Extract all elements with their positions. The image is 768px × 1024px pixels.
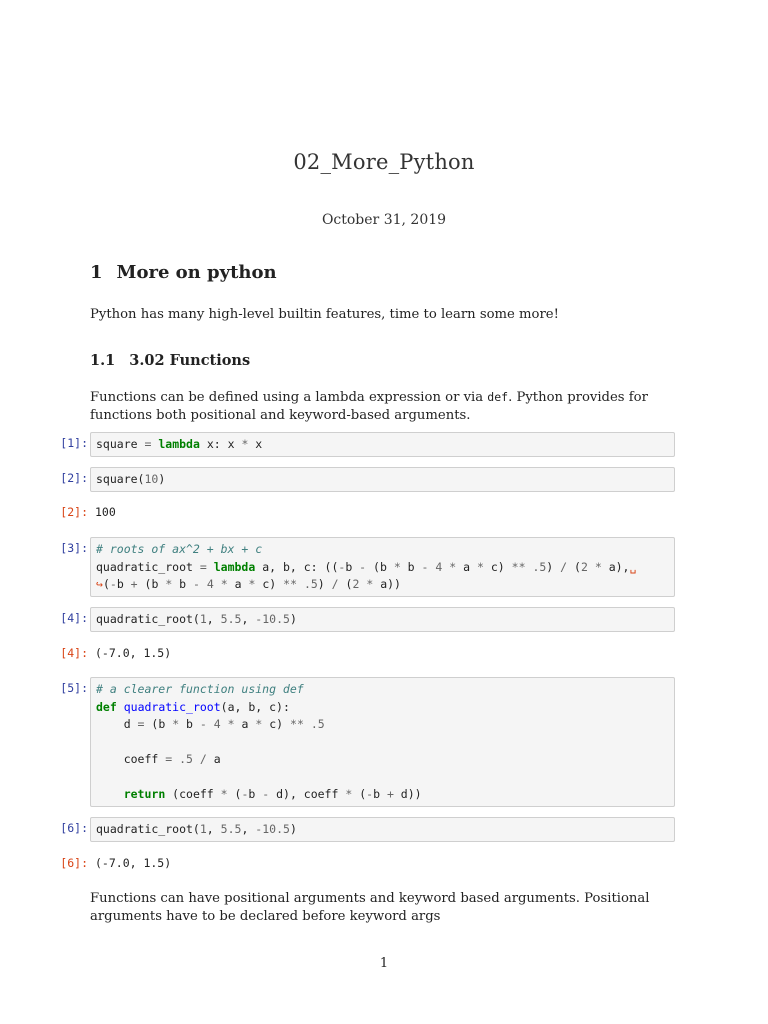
input-prompt-4: [4]: <box>60 611 88 625</box>
functions-paragraph <box>90 388 680 425</box>
code-line: square(10) <box>96 472 166 486</box>
code-cell-1[interactable] <box>90 432 675 457</box>
subsection-number: 1.1 <box>90 352 116 369</box>
code-cell-3[interactable] <box>90 537 675 597</box>
page-number: 1 <box>379 956 389 971</box>
arguments-paragraph: Functions can have positional arguments and keyword based arguments. Positional arguments have to be declared before keyword args <box>90 891 650 924</box>
code-line: d = (b * b - 4 * a * c) ** .5 <box>96 717 325 731</box>
output-prompt-4: [4]: <box>60 646 88 660</box>
output-prompt-6: [6]: <box>60 856 88 870</box>
code-line: return (coeff * (-b - d), coeff * (-b + d)) <box>123 787 422 801</box>
code-cell-4[interactable] <box>90 607 675 632</box>
subsection-title: 3.02 Functions <box>129 352 251 369</box>
code-line: quadratic_root(1, 5.5, -10.5) <box>96 822 297 836</box>
document-title: 02_More_Python <box>293 150 475 174</box>
code-comment: # a clearer function using def <box>96 682 304 696</box>
output-text-2: 100 <box>95 505 116 519</box>
output-prompt-2: [2]: <box>60 505 88 519</box>
section-heading <box>90 262 277 283</box>
line-continuation-marker: ↪ <box>96 577 103 591</box>
line-wrap-marker: ␣ <box>629 559 637 574</box>
code-line: def quadratic_root(a, b, c): <box>96 699 290 714</box>
code-line: coeff = .5 / a <box>96 752 221 766</box>
code-line: square = lambda x: x * x <box>96 437 263 451</box>
input-prompt-3: [3]: <box>60 541 88 555</box>
subsection-heading <box>90 352 250 369</box>
code-line: quadratic_root = lambda a, b, c: ((-b - (b * b - 4 * a * c) ** .5) / (2 * a), <box>96 559 630 574</box>
output-text-4: (-7.0, 1.5) <box>95 646 172 660</box>
output-text-6: (-7.0, 1.5) <box>95 856 172 870</box>
functions-paragraph-text-a: Functions can be defined using a lambda expression or via <box>90 390 488 405</box>
def-inline-code: def <box>487 390 509 404</box>
code-line: (-b + (b * b - 4 * a * c) ** .5) / (2 * a)) <box>102 577 401 591</box>
section-number: 1 <box>90 262 103 283</box>
input-prompt-1: [1]: <box>60 436 88 450</box>
section-title: More on python <box>116 262 277 283</box>
input-prompt-5: [5]: <box>60 681 88 695</box>
functions-paragraph-text-b: . Python provides for functions both positional and keyword-based arguments. <box>90 390 648 423</box>
code-cell-2[interactable] <box>90 467 675 492</box>
code-cell-6[interactable] <box>90 817 675 842</box>
document-date: October 31, 2019 <box>321 212 447 228</box>
code-comment: # roots of ax^2 + bx + c <box>96 542 263 556</box>
input-prompt-6: [6]: <box>60 821 88 835</box>
code-line: quadratic_root(1, 5.5, -10.5) <box>96 612 297 626</box>
input-prompt-2: [2]: <box>60 471 88 485</box>
code-cell-5[interactable] <box>90 677 675 807</box>
intro-paragraph: Python has many high-level builtin features, time to learn some more! <box>90 307 559 322</box>
